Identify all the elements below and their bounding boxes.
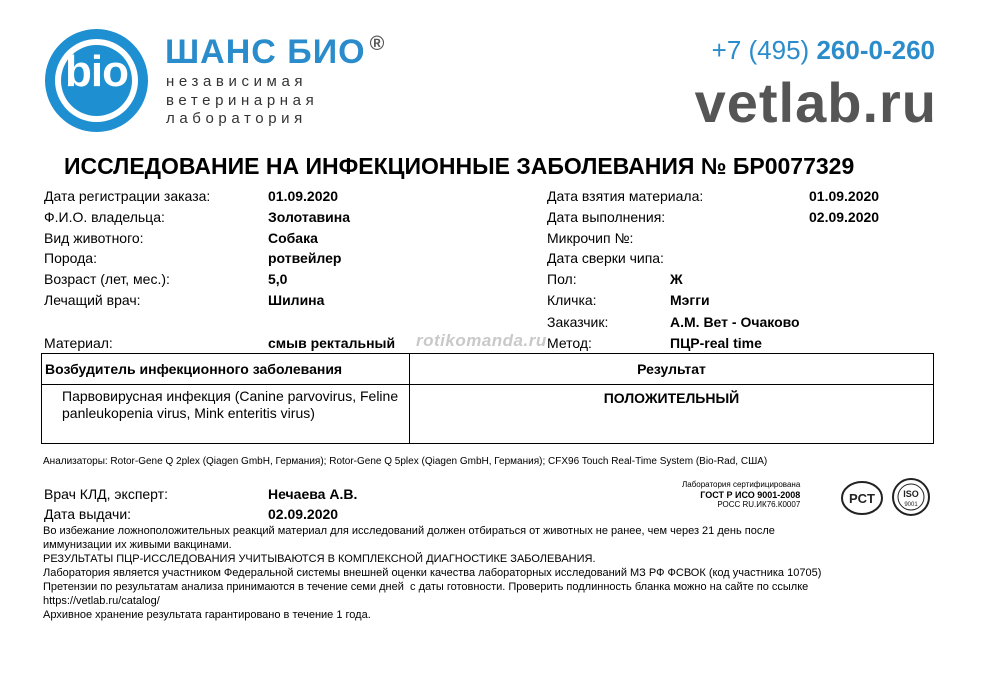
- field-label-breed: Порода:: [44, 250, 97, 266]
- table-row: [42, 385, 934, 444]
- field-label-sample-date: Дата взятия материала:: [547, 188, 704, 204]
- field-label-doctor: Лечащий врач:: [44, 292, 141, 308]
- note-link[interactable]: https://vetlab.ru/catalog/: [43, 595, 160, 607]
- field-label-microchip: Микрочип №:: [547, 230, 634, 246]
- registered-mark: ®: [369, 33, 386, 55]
- analyzers-note: Анализаторы: Rotor-Gene Q 2plex (Qiagen GmbH, Германия); Rotor-Gene Q 5plex (Qiagen GmbH, Германия); CFX96 Touch Real-Time System (Bio-Rad, США): [43, 456, 768, 467]
- table-header-row: [42, 354, 934, 385]
- field-value-pet-name: Мэгги: [670, 292, 710, 308]
- note-line: Претензии по результатам анализа принимаются в течение семи дней с даты готовности. Проверить подлинность бланка можно на сайте по ссылке: [43, 581, 809, 593]
- field-value-registration-date: 01.09.2020: [268, 188, 339, 204]
- field-label-completion-date: Дата выполнения:: [547, 209, 666, 225]
- site-name: vetlab.ru: [694, 71, 937, 134]
- note-line: Архивное хранение результата гарантировано в течение 1 года.: [43, 609, 371, 621]
- notes-block: [43, 524, 943, 622]
- results-table: [41, 353, 934, 444]
- field-value-method: ПЦР-real time: [670, 335, 762, 351]
- iso-certification-icon: [891, 477, 931, 517]
- note-line: Во избежание ложноположительных реакций материал для исследований должен отбираться от животных не ранее, чем через 21 день после: [43, 525, 775, 537]
- field-value-species: Собака: [268, 230, 318, 246]
- field-label-chip-check-date: Дата сверки чипа:: [547, 250, 664, 266]
- field-label-species: Вид животного:: [44, 230, 144, 246]
- field-value-age: 5,0: [268, 271, 288, 287]
- field-value-material: смыв ректальный: [268, 335, 396, 351]
- brand-name: ШАНС БИО ®: [165, 33, 386, 71]
- field-value-sample-date: 01.09.2020: [809, 188, 880, 204]
- field-value-customer: А.М. Вет - Очаково: [670, 314, 800, 330]
- svg-text:PCT: PCT: [849, 491, 875, 506]
- bio-logo: [45, 29, 148, 132]
- svg-text:ISO: ISO: [903, 489, 919, 499]
- field-label-customer: Заказчик:: [547, 314, 609, 330]
- note-line: Лаборатория является участником Федеральной системы внешней оценки качества лабораторных исследований МЗ РФ ФСВОК (код участника 10705): [43, 567, 822, 579]
- expert-label: Врач КЛД, эксперт:: [44, 486, 168, 502]
- field-label-sex: Пол:: [547, 271, 577, 287]
- cell-pathogen: Парвовирусная инфекция (Canine parvovirus, Feline panleukopenia virus, Mink enteritis virus): [42, 385, 410, 444]
- field-value-owner: Золотавина: [268, 209, 350, 225]
- field-value-breed: ротвейлер: [268, 250, 342, 266]
- pct-certification-icon: [840, 480, 884, 516]
- phone-number: +7 (495) 260-0-260: [711, 35, 935, 65]
- note-line: иммунизации их живыми вакцинами.: [43, 539, 232, 551]
- tagline-line-2: ветеринарная: [166, 92, 319, 109]
- watermark: rotikomanda.ru: [416, 331, 547, 350]
- certification-text: Лаборатория сертифицирована ГОСТ Р ИСО 9001-2008 РОСС RU.ИК76.К0007: [682, 480, 801, 509]
- field-value-completion-date: 02.09.2020: [809, 209, 880, 225]
- tagline-line-3: лаборатория: [166, 110, 307, 127]
- logo-text: bio: [65, 47, 128, 96]
- tagline-line-1: независимая: [166, 73, 308, 90]
- field-value-sex: Ж: [670, 271, 683, 287]
- issue-date-label: Дата выдачи:: [44, 506, 132, 522]
- field-label-owner: Ф.И.О. владельца:: [44, 209, 165, 225]
- header-result: Результат: [410, 354, 934, 385]
- field-value-doctor: Шилина: [268, 292, 325, 308]
- field-label-age: Возраст (лет, мес.):: [44, 271, 170, 287]
- field-label-method: Метод:: [547, 335, 592, 351]
- cell-result: ПОЛОЖИТЕЛЬНЫЙ: [410, 385, 934, 444]
- header-pathogen: Возбудитель инфекционного заболевания: [42, 354, 410, 385]
- document-title: ИССЛЕДОВАНИЕ НА ИНФЕКЦИОННЫЕ ЗАБОЛЕВАНИЯ № БР0077329: [64, 153, 855, 179]
- field-label-material: Материал:: [44, 335, 113, 351]
- svg-text:9001: 9001: [904, 502, 918, 508]
- field-label-pet-name: Кличка:: [547, 292, 597, 308]
- expert-value: Нечаева А.В.: [268, 486, 358, 502]
- note-line: РЕЗУЛЬТАТЫ ПЦР-ИССЛЕДОВАНИЯ УЧИТЫВАЮТСЯ В КОМПЛЕКСНОЙ ДИАГНОСТИКЕ ЗАБОЛЕВАНИЯ.: [43, 553, 596, 565]
- issue-date-value: 02.09.2020: [268, 506, 339, 522]
- field-label-registration-date: Дата регистрации заказа:: [44, 188, 211, 204]
